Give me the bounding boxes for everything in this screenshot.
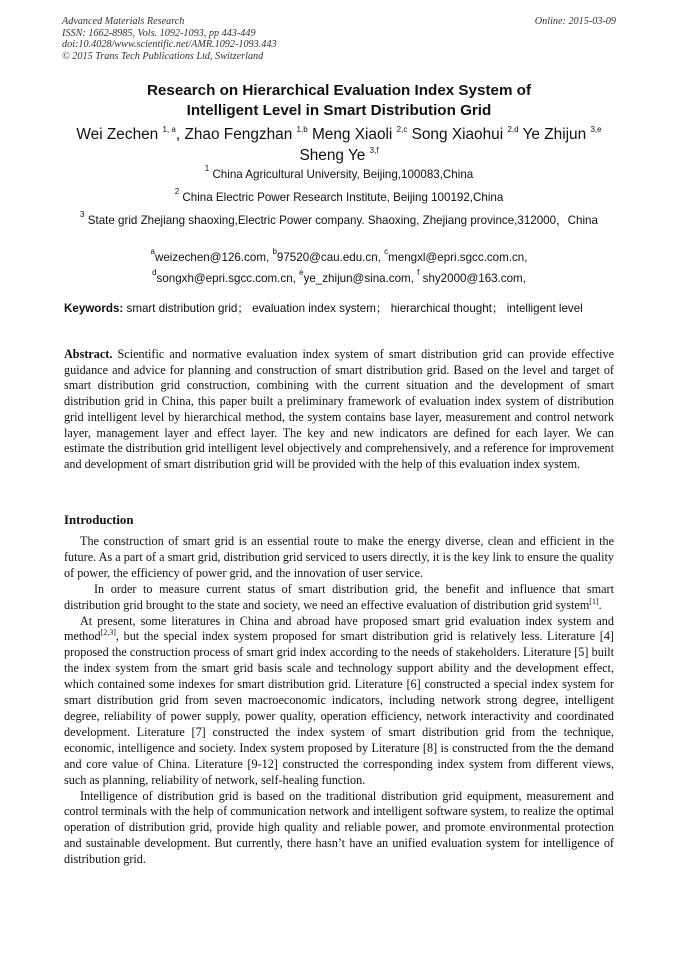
- citation-2-3: [2,3]: [100, 628, 116, 638]
- paper-title: [62, 81, 616, 121]
- keywords: [64, 301, 614, 316]
- affiliation-1: $^1$ China Agricultural University, Beijing,100083,China: [204, 164, 474, 181]
- abstract: [64, 347, 614, 473]
- citation-1: [1]: [589, 596, 599, 606]
- email-b: 97520@cau.edu.cn,: [276, 251, 381, 264]
- email-d: songxh@epri.sgcc.com.cn,: [156, 272, 296, 285]
- doi-line: doi:10.4028/www.scientific.net/AMR.1092-1093.443: [62, 39, 277, 51]
- paragraph-1: The construction of smart grid is an essential route to make the energy diverse, clean and efficient in the future. As a part of a smart grid, distribution grid serviced to users directly, it is the key link to ensure the quality of power, the efficiency of power grid, and the innovation of user service.: [64, 534, 614, 580]
- online-date: Online: 2015-03-09: [534, 16, 616, 27]
- keywords-text: smart distribution grid； evaluation index system； hierarchical thought； intelligent level: [126, 302, 583, 315]
- author-6: Sheng Ye $^{3,f}$: [299, 146, 379, 164]
- title-line-1: Research on Hierarchical Evaluation Index System of: [146, 82, 532, 99]
- email-f: shy2000@163.com,: [422, 272, 526, 285]
- email-e: ye_zhijun@sina.com,: [303, 272, 414, 285]
- abstract-label: Abstract.: [64, 347, 113, 361]
- author-3: Meng Xiaoli $^{2,c}$: [311, 125, 408, 143]
- keywords-label: Keywords:: [64, 302, 124, 315]
- introduction-body: [64, 534, 614, 868]
- journal-header: [62, 16, 616, 62]
- email-c: mengxl@epri.sgcc.com.cn,: [388, 251, 528, 264]
- issn-line: ISSN: 1662-8985, Vols. 1092-1093, pp 443-449: [62, 27, 256, 39]
- email-line-1: $^a$weizechen@126.com, $^b$97520@cau.edu.cn, $^c$mengxl@epri.sgcc.com.cn,: [150, 247, 528, 264]
- paragraph-4: Intelligence of distribution grid is based on the traditional distribution grid equipment, measurement and control terminals with the help of communication network and intelligent software system, to realize the optimal operation of distribution grid, provide high quality and reliable power, and promote environmental protection and sustainable development. But currently, there hasn’t have an unified evaluation system for intelligence of distribution grid.: [64, 788, 614, 867]
- author-list: [56, 124, 622, 166]
- title-line-2: Intelligent Level in Smart Distribution Grid: [186, 102, 492, 119]
- affiliation-3: $^3$ State grid Zhejiang shaoxing,Electric Power company. Shaoxing, Zhejiang province,312000，China: [80, 210, 598, 227]
- paragraph-3: At present, some literatures in China and abroad have proposed smart grid evaluation index system and method[2,3], but the special index system proposed for smart distribution grid is relatively less. Literature [4] proposed the construction process of smart grid index according to the needs of stakeholders. Literature [5] built the index system from the smart grid basis scale and technology support ability and the development effect, which contained some indexes for smart distribution grid. Literature [6] constructed a special index system for smart distribution grid from seven macroeconomic indicators, including network strong degree, intelligent degree, reliability of power supply, power quality, operation efficiency, network interactivity and coordinated development. Literature [7] constructed the index system of smart distribution grid from the technique, economic, intelligence and society. Index system proposed by Literature [8] is constructed from the the demand and core value of China. Literature [9-12] constructed the corresponding index system from different views, such as planning, reliability of network, self-healing function.: [64, 613, 614, 787]
- author-2: Zhao Fengzhan $^{1,b}$: [184, 125, 308, 143]
- affiliation-2: $^2$ China Electric Power Research Institute, Beijing 100192,China: [174, 187, 504, 204]
- section-heading-introduction: Introduction: [64, 513, 134, 527]
- author-4: Song Xiaohui $^{2,d}$: [411, 125, 519, 143]
- email-line-2: $^d$songxh@epri.sgcc.com.cn, $^e$ye_zhijun@sina.com, $^f$ shy2000@163.com,: [152, 268, 526, 285]
- author-1: Wei Zechen $^{1, a}$,: [76, 125, 185, 143]
- abstract-text: Scientific and normative evaluation index system of smart distribution grid can provide effective guidance and advice for planning and construction of smart distribution grid. Based on the level and target of smart distribution grid construction, combining with the current situation and the development of smart distribution grid in China, this paper built a preliminary framework of evaluation index system of distribution grid intelligent level by hierarchical method, the system contains base layer, measurement and control network layer, management layer and effect layer. The key and new indicators are defined for each layer. We can estimate the distribution grid intelligent level objectively and comprehensively, and a reference for improvement and development of smart distribution grid will be provided with the help of this evaluation index system.: [64, 347, 614, 471]
- journal-name: Advanced Materials Research: [62, 16, 185, 27]
- copyright-line: © 2015 Trans Tech Publications Ltd, Switzerland: [62, 50, 264, 62]
- email-a: weizechen@126.com,: [154, 251, 270, 264]
- author-5: Ye Zhijun $^{3,e}$: [522, 125, 602, 143]
- paragraph-2: In order to measure current status of smart distribution grid, the benefit and influence that smart distribution grid brought to the state and society, we need an effective evaluation of distribution grid system[1].: [64, 581, 614, 612]
